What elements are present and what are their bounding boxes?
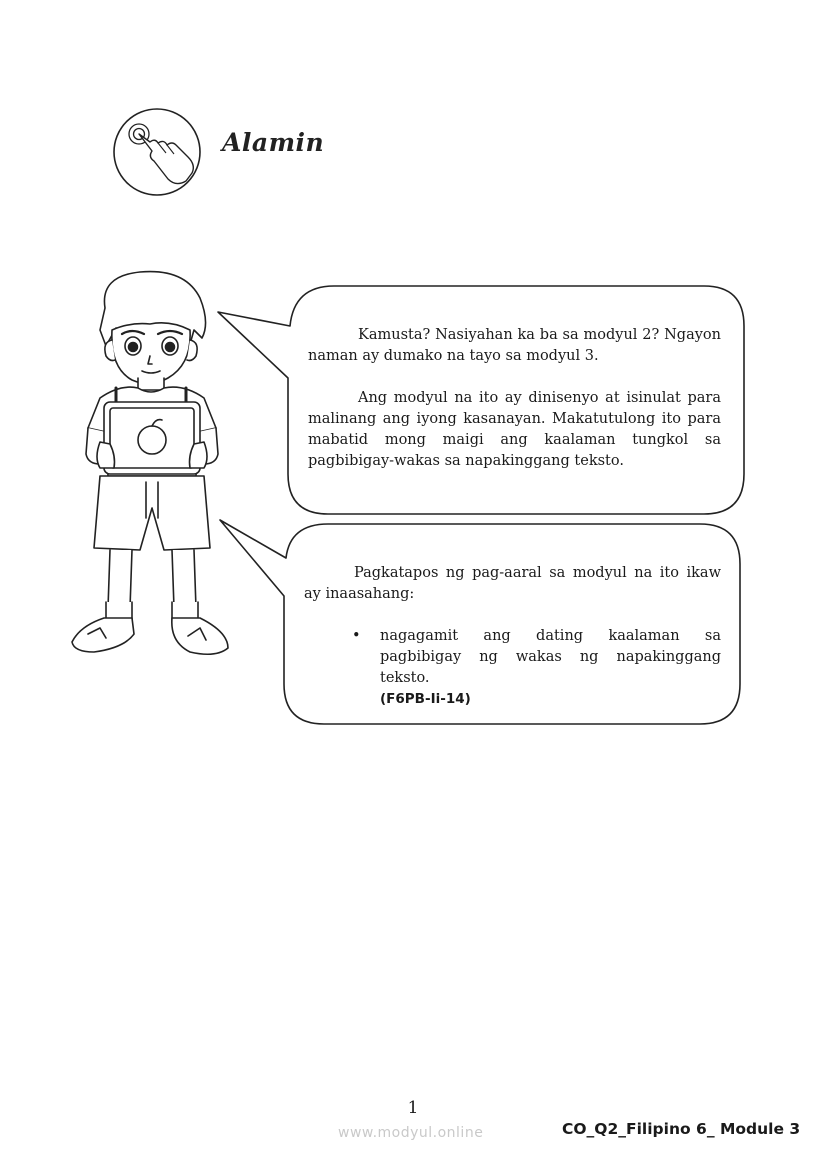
bubble-2-text	[304, 563, 721, 710]
bullet-icon: •	[352, 628, 361, 644]
section-title: Alamin	[222, 128, 325, 157]
module-label: CO_Q2_Filipino 6_ Module 3	[562, 1120, 801, 1138]
module-purpose-paragraph: Ang modyul na ito ay dinisenyo at isinulat para malinang ang iyong kasanayan. Makatutulong ito para mabatid mong maigi ang kaalaman tungkol sa pagbibigay-wakas sa napakinggang teksto.	[308, 390, 721, 469]
greeting-paragraph: Kamusta? Nasiyahan ka ba sa modyul 2? Ngayon naman ay dumako na tayo sa modyul 3.	[308, 327, 721, 364]
objective-text: nagagamit ang dating kaalaman sa pagbibigay ng wakas ng napakinggang teksto.	[380, 628, 721, 686]
objective-item	[304, 626, 721, 710]
competency-code: (F6PB-Ii-14)	[380, 691, 471, 707]
objectives-list	[304, 626, 721, 710]
page-number: 1	[407, 1098, 419, 1118]
objectives-intro: Pagkatapos ng pag-aaral sa modyul na ito ikaw ay inaasahang:	[304, 565, 721, 602]
bubble-1-text	[308, 325, 721, 472]
watermark: www.modyul.online	[338, 1125, 484, 1141]
